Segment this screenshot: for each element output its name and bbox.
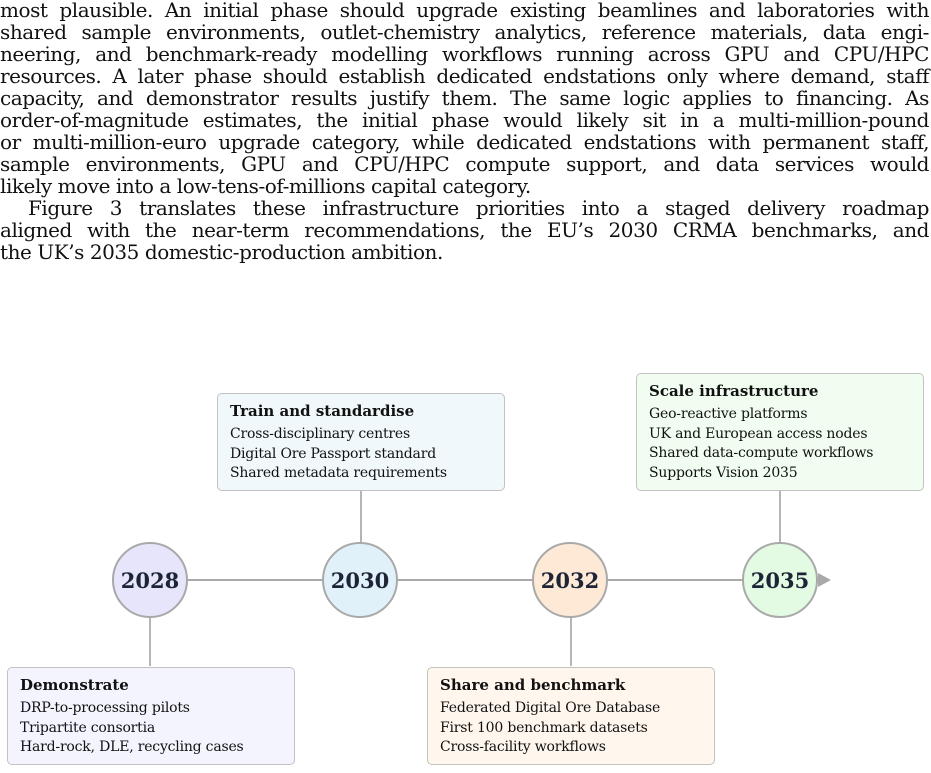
card-item: UK and European access nodes (649, 425, 868, 442)
card-item: Cross-disciplinary centres (230, 426, 410, 442)
text-line: order-of-magnitude estimates, the initial phase would likely sit in a multi-million-pound (0, 108, 929, 132)
timeline-segment (186, 579, 324, 581)
card-train-and-standardise (217, 393, 505, 491)
text-line: resources. A later phase should establish dedicated endstations only where demand, staff (0, 64, 929, 88)
card-title: Demonstrate (20, 676, 129, 694)
timeline-segment (606, 579, 744, 581)
text-line: the UK’s 2035 domestic-production ambition. (0, 240, 443, 264)
card-item: Shared metadata requirements (230, 465, 447, 481)
text-line: likely move into a low-tens-of-millions capital category. (0, 174, 531, 198)
text-line: neering, and benchmark-ready modelling workflows running across GPU and CPU/HPC (0, 42, 929, 66)
connector-2030 (360, 490, 362, 542)
milestone-2028 (112, 542, 188, 618)
card-scale-infrastructure (636, 373, 924, 491)
roadmap-figure (0, 368, 931, 773)
text-line: sample environments, GPU and CPU/HPC compute support, and data services would (0, 152, 929, 176)
text-line: capacity, and demonstrator results justify them. The same logic applies to financing. As (0, 86, 929, 110)
milestone-year: 2028 (120, 567, 180, 593)
text-line: most plausible. An initial phase should upgrade existing beamlines and laboratories with (0, 0, 929, 22)
card-item: Tripartite consortia (20, 719, 156, 736)
milestone-2035 (742, 542, 818, 618)
connector-2028 (149, 618, 151, 666)
card-title: Share and benchmark (440, 676, 626, 694)
connector-2035 (779, 490, 781, 542)
timeline-arrow-icon (818, 573, 831, 587)
milestone-2030 (322, 542, 398, 618)
text-line: or multi-million-euro upgrade category, while dedicated endstations with permanent staff, (0, 130, 929, 154)
card-share-and-benchmark (427, 667, 715, 765)
card-demonstrate (7, 667, 295, 765)
text-line: Figure 3 translates these infrastructure priorities into a staged delivery roadmap (28, 196, 929, 220)
card-item: Digital Ore Passport standard (230, 445, 436, 462)
card-item: Supports Vision 2035 (649, 464, 798, 481)
card-item: Shared data-compute workflows (649, 445, 874, 461)
text-line: aligned with the near-term recommendations, the EU’s 2030 CRMA benchmarks, and (0, 218, 929, 242)
timeline-segment (397, 579, 534, 581)
text-line: shared sample environments, outlet-chemistry analytics, reference materials, data engi- (0, 20, 929, 44)
card-item: DRP-to-processing pilots (20, 700, 190, 716)
card-title: Train and standardise (230, 402, 415, 420)
card-title: Scale infrastructure (649, 382, 819, 400)
milestone-year: 2030 (330, 567, 390, 593)
milestone-year: 2035 (750, 567, 810, 593)
milestone-year: 2032 (540, 567, 600, 593)
card-item: Federated Digital Ore Database (440, 700, 661, 716)
milestone-2032 (532, 542, 608, 618)
card-item: Hard-rock, DLE, recycling cases (20, 739, 244, 755)
card-item: First 100 benchmark datasets (440, 719, 648, 736)
card-item: Geo-reactive platforms (649, 406, 808, 422)
card-item: Cross-facility workflows (440, 739, 606, 755)
connector-2032 (570, 618, 572, 666)
